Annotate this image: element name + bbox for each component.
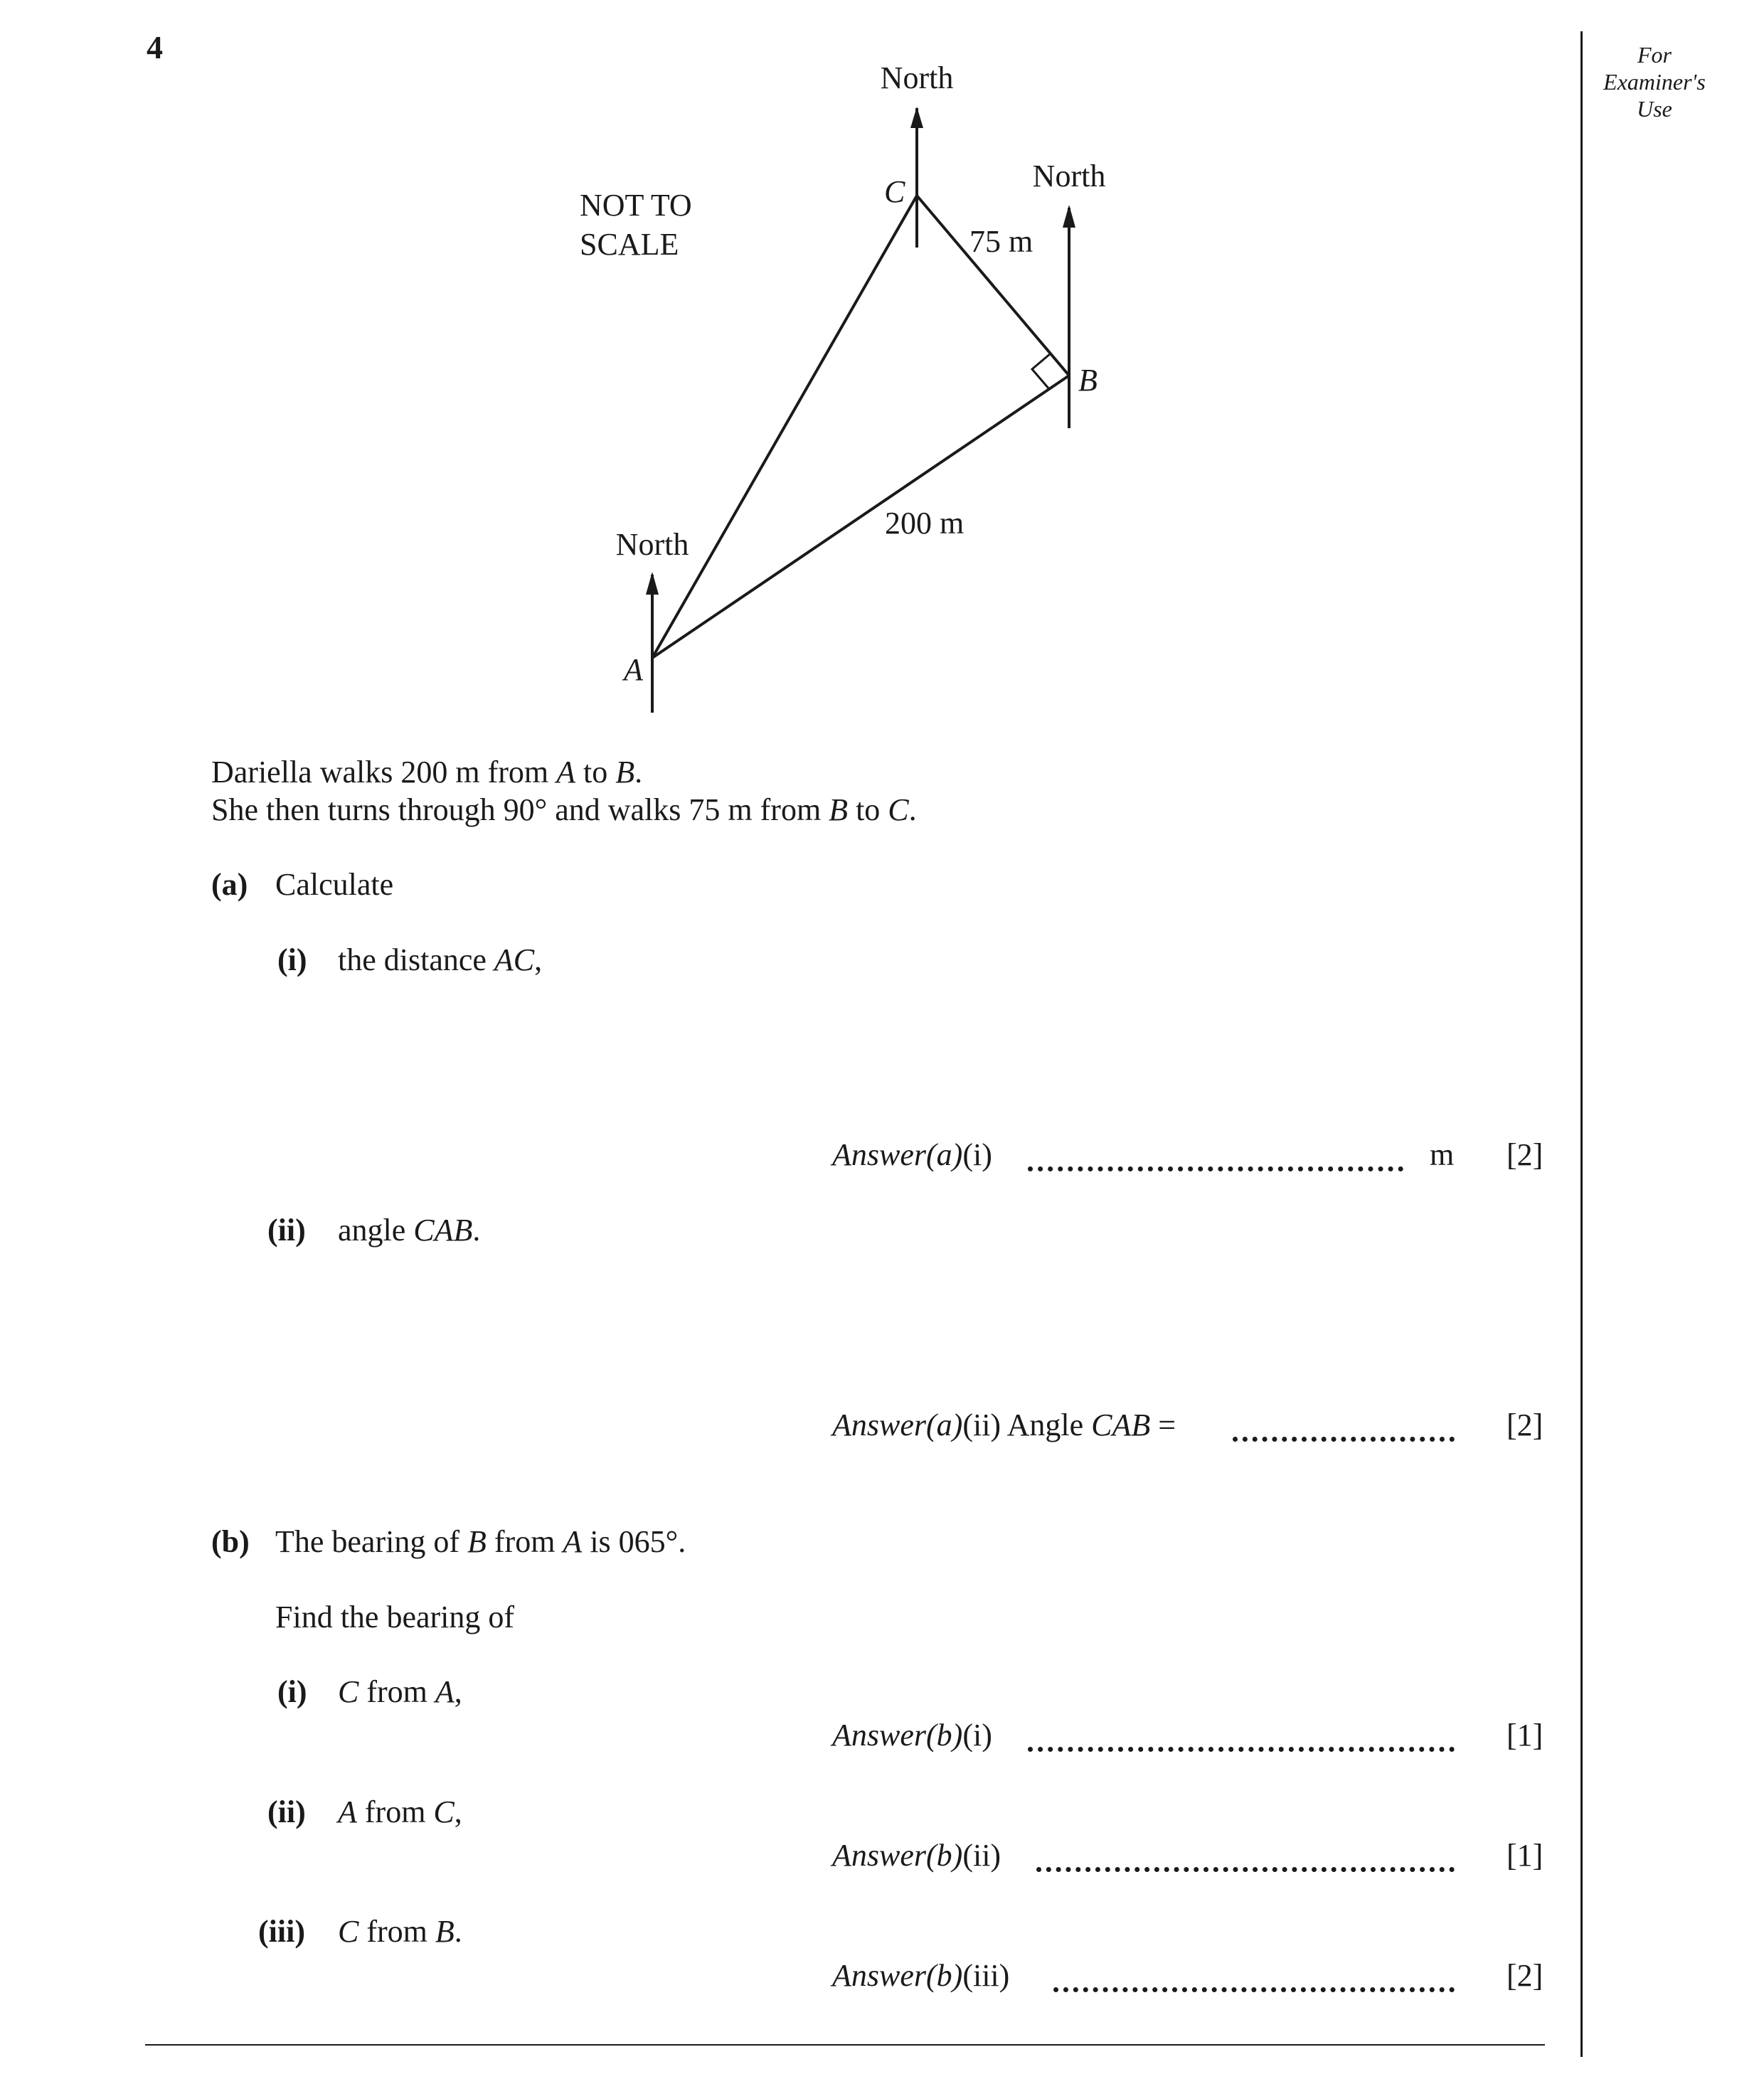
north-arrowhead-c bbox=[910, 107, 923, 128]
bearing-diagram bbox=[0, 0, 1764, 725]
answer-a-i-unit: m bbox=[1430, 1137, 1455, 1172]
answer-b-iii-line[interactable] bbox=[1053, 1987, 1455, 1992]
part-b-i-text: C from A, bbox=[338, 1674, 462, 1709]
length-bc-label: 75 m bbox=[969, 224, 1034, 259]
answer-b-ii-line[interactable] bbox=[1036, 1867, 1455, 1872]
side-cb bbox=[917, 196, 1069, 376]
side-ac bbox=[652, 196, 917, 658]
point-b-label: B bbox=[1078, 363, 1098, 398]
part-b-i-label: (i) bbox=[277, 1674, 307, 1709]
not-to-scale-line2: SCALE bbox=[580, 227, 679, 262]
answer-a-i-line[interactable] bbox=[1028, 1166, 1403, 1171]
page-bottom-rule bbox=[145, 2044, 1545, 2046]
part-b-ii-label: (ii) bbox=[267, 1794, 306, 1829]
answer-a-i-label: Answer(a)(i) bbox=[832, 1137, 992, 1172]
part-b-iii-label: (iii) bbox=[258, 1914, 305, 1949]
examiner-use-label: For Examiner's Use bbox=[1603, 42, 1706, 122]
right-angle-mark bbox=[1032, 353, 1051, 389]
north-label-top: North bbox=[880, 60, 954, 95]
answer-a-ii-label: Answer(a)(ii) Angle CAB = bbox=[832, 1408, 1176, 1442]
part-a-i-text: the distance AC, bbox=[338, 942, 543, 977]
answer-a-i-marks: [2] bbox=[1507, 1137, 1544, 1172]
answer-a-ii-line[interactable] bbox=[1233, 1437, 1455, 1442]
question-number: 4 bbox=[147, 29, 163, 65]
part-b-label: (b) bbox=[211, 1524, 250, 1559]
part-a-text: Calculate bbox=[275, 867, 394, 902]
intro-line-1: Dariella walks 200 m from A to B. bbox=[211, 755, 643, 789]
not-to-scale-line1: NOT TO bbox=[580, 188, 692, 223]
point-a-label: A bbox=[624, 652, 643, 687]
answer-b-i-label: Answer(b)(i) bbox=[832, 1718, 992, 1753]
intro-line-2: She then turns through 90° and walks 75 m from B to C. bbox=[211, 792, 917, 827]
north-label-left: North bbox=[615, 527, 689, 562]
answer-b-iii-marks: [2] bbox=[1507, 1958, 1544, 1993]
part-a-label: (a) bbox=[211, 867, 248, 902]
part-a-i-label: (i) bbox=[277, 942, 307, 977]
north-arrowhead-b bbox=[1063, 205, 1075, 228]
answer-b-i-line[interactable] bbox=[1028, 1747, 1455, 1752]
answer-b-ii-label: Answer(b)(ii) bbox=[832, 1838, 1001, 1873]
length-ab-label: 200 m bbox=[885, 506, 965, 541]
answer-b-iii-label: Answer(b)(iii) bbox=[832, 1958, 1010, 1993]
part-a-ii-label: (ii) bbox=[267, 1213, 306, 1248]
answer-a-ii-marks: [2] bbox=[1507, 1408, 1544, 1442]
part-b-find-text: Find the bearing of bbox=[275, 1600, 515, 1634]
answer-b-ii-marks: [1] bbox=[1507, 1838, 1544, 1873]
part-b-iii-text: C from B. bbox=[338, 1914, 462, 1949]
part-a-ii-text: angle CAB. bbox=[338, 1213, 481, 1248]
side-ab bbox=[652, 376, 1069, 658]
north-arrowhead-a bbox=[646, 572, 659, 595]
point-c-label: C bbox=[884, 174, 905, 209]
part-b-text: The bearing of B from A is 065°. bbox=[275, 1524, 686, 1559]
answer-b-i-marks: [1] bbox=[1507, 1718, 1544, 1753]
north-label-right: North bbox=[1032, 159, 1106, 193]
part-b-ii-text: A from C, bbox=[338, 1794, 462, 1829]
